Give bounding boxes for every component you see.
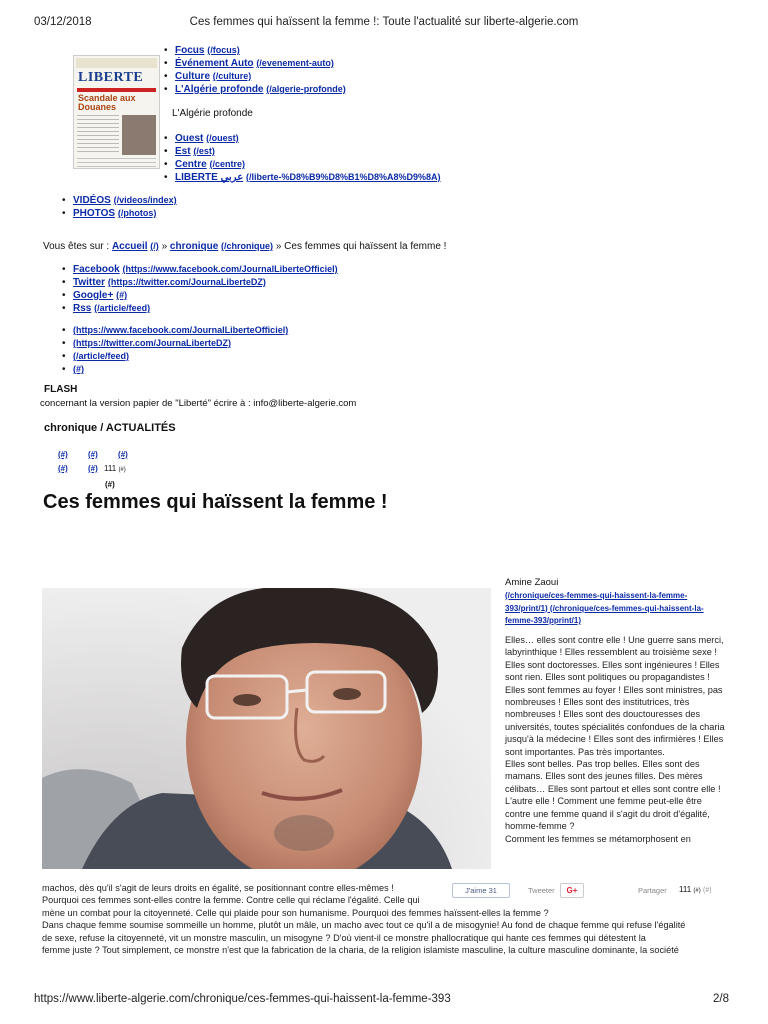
region-nav-list [163, 132, 441, 184]
breadcrumb-current: Ces femmes qui haïssent la femme ! [284, 241, 447, 252]
breadcrumb-home-path[interactable]: (/) [150, 241, 159, 251]
flash-label: FLASH [44, 384, 78, 395]
breadcrumb-home[interactable]: Accueil [111, 241, 148, 252]
social-googleplus[interactable]: • Google+ (#) [61, 289, 338, 302]
social-twitter[interactable]: • Twitter (https://twitter.com/JournaLiberteDZ) [61, 276, 338, 289]
social-links-list [61, 263, 338, 315]
author-portrait-illustration [42, 588, 491, 869]
social-bare-facebook[interactable]: • (https://www.facebook.com/JournalLiberteOfficiel) [61, 324, 288, 337]
article-body-text: machos, dès qu'il s'agit de leurs droits en égalité, se positionnant contre elles-mêmes ! Pourquoi ces femmes sont-elles contre la femme. Contre celle qui réclame l'égalité. Celle qui mène un combat pour la citoyenneté. Celle qui plaide pour son humanisme. Pourquoi des femmes haïssent-elles la femme ? Dans chaque femme soumise sommeille un homme, plutôt un mâle, un macho avec tout ce qu'il a de misogynie! Au fond de chaque femme qui refuse l'égalité de sexe, refuse la citoyenneté, vit un monstre masculin, un misogyne ? D'où vient-il ce monstre phallocratique qui hante ces femmes qui détestent la femme juste ? Tout simplement, ce monstre n'est que la fabrication de la charia, de la religion islamiste masculine, la culture masculine dominante, la société [42, 883, 686, 956]
section-heading: L'Algérie profonde [172, 108, 253, 119]
share-link-5[interactable]: (#) [88, 464, 98, 473]
social-bar-count: 111 (#) (#) [679, 885, 712, 894]
share-row-2 [58, 464, 126, 473]
breadcrumb-section-path[interactable]: (/chronique) [221, 241, 274, 251]
share-row-1 [58, 450, 128, 459]
article-author: Amine Zaoui [505, 577, 559, 588]
nav-item-evenement-auto[interactable]: • Événement Auto (/evenement-auto) [163, 57, 346, 70]
category-label: chronique / ACTUALITÉS [44, 422, 176, 434]
social-facebook[interactable]: • Facebook (https://www.facebook.com/JournalLiberteOfficiel) [61, 263, 338, 276]
article-title: Ces femmes qui haïssent la femme ! [43, 491, 388, 513]
facebook-like-button[interactable]: J'aime 31 [452, 883, 510, 898]
share-link-4[interactable]: (#) [58, 464, 68, 473]
share-count: 111 [104, 464, 117, 473]
author-photo [42, 588, 491, 869]
share-link-1[interactable]: (#) [58, 450, 68, 459]
print-page-number: 2/8 [713, 993, 729, 1005]
newspaper-cover-image[interactable] [73, 55, 160, 169]
newspaper-masthead: LIBERTE [78, 70, 144, 85]
share-link-6[interactable]: (#) [105, 480, 115, 489]
article-side-text: Elles… elles sont contre elle ! Une guerre sans merci, labyrinthique ! Elles ressemblent au troisième sexe ! Elles sont doctoresses. Elles sont ingénieures ! Elles sont rien. Elles sont politiques ou propagandistes ! Elles sont femmes au foyer ! Elles sont ministres, pas nombreuses ! Elles sont des institutrices, très nombreuses ! Elles sont des douctouresses des universités, toutes spécialités confondues de la charia jusqu'à la médecine ! Elles sont des infirmières ! Elles sont importantes. Pas très importantes. Elles sont belles. Pas trop belles. Elles sont des mamans. Elles sont des jeunes filles. Des mères célibats… Elles sont partout et elles sont contre elle ! L'autre elle ! Comment une femme peut-elle être contre une femme quand il s'agit du droit d'égalité, homme-femme ? Comment les femmes se métamorphosent en [505, 635, 725, 844]
nav-item-culture[interactable]: • Culture (/culture) [163, 70, 346, 83]
social-links-bare-list [61, 324, 288, 376]
nav-item-videos[interactable]: • VIDÉOS (/videos/index) [61, 194, 177, 207]
print-date: 03/12/2018 [34, 16, 92, 28]
share-link-3[interactable]: (#) [118, 450, 128, 459]
article-print-links[interactable] [505, 590, 723, 628]
nav-item-focus[interactable]: • Focus (/focus) [163, 44, 346, 57]
nav-item-algerie-profonde[interactable]: • L'Algérie profonde (/algerie-profonde) [163, 83, 346, 96]
newspaper-headline: Scandale aux Douanes [78, 93, 136, 112]
flash-text: concernant la version papier de "Liberté" écrire à : info@liberte-algerie.com [40, 398, 357, 409]
breadcrumb: Vous êtes sur : Accueil (/) » chronique (/chronique) » Ces femmes qui haïssent la femme ! [43, 241, 447, 252]
social-bare-twitter[interactable]: • (https://twitter.com/JournaLiberteDZ) [61, 337, 288, 350]
media-nav-list [61, 194, 177, 220]
top-nav-list [163, 44, 346, 96]
social-rss[interactable]: • Rss (/article/feed) [61, 302, 338, 315]
share-row-3[interactable] [105, 480, 115, 489]
nav-item-centre[interactable]: • Centre (/centre) [163, 158, 441, 171]
share-count-path[interactable]: (#) [118, 467, 126, 473]
share-link-2[interactable]: (#) [88, 450, 98, 459]
nav-item-est[interactable]: • Est (/est) [163, 145, 441, 158]
nav-item-liberte-arabe[interactable]: • LIBERTE عربي (/liberte-%D8%B9%D8%B1%D8%A8%D9%8A) [163, 171, 441, 184]
nav-item-ouest[interactable]: • Ouest (/ouest) [163, 132, 441, 145]
print-link[interactable]: (/chronique/ces-femmes-qui-haissent-la-femme-393/print/1) (/chronique/ces-femmes-qui-haissent-la-femme-393/pprint/1) [505, 591, 704, 625]
nav-item-photos[interactable]: • PHOTOS (/photos) [61, 207, 177, 220]
print-title: Ces femmes qui haïssent la femme !: Toute l'actualité sur liberte-algerie.com [189, 16, 579, 28]
gplus-button[interactable]: G+ [560, 883, 584, 898]
breadcrumb-section[interactable]: chronique [169, 241, 219, 252]
social-bare-rss[interactable]: • (/article/feed) [61, 350, 288, 363]
tweet-button[interactable]: Tweeter [528, 886, 555, 895]
social-bare-hash[interactable]: • (#) [61, 363, 288, 376]
print-footer-url: https://www.liberte-algerie.com/chronique/ces-femmes-qui-haissent-la-femme-393 [34, 993, 451, 1005]
share-button[interactable]: Partager [638, 886, 667, 895]
